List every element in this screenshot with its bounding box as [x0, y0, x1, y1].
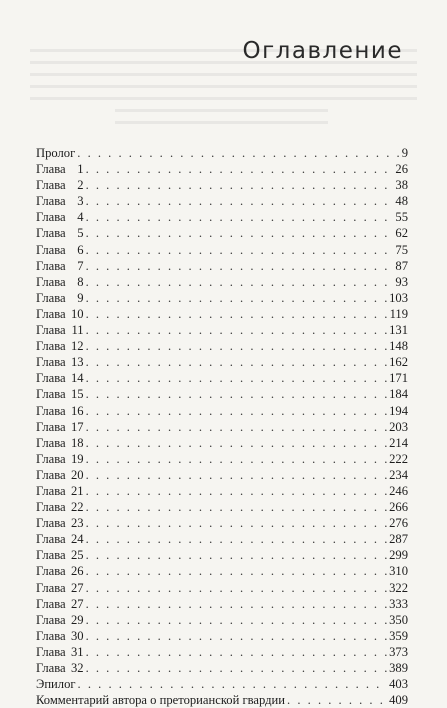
- table-of-contents: [36, 145, 408, 708]
- toc-entry-label: Глава: [36, 290, 66, 305]
- toc-entry-label: Глава: [36, 194, 66, 209]
- toc-entry-chapter-number: 15: [70, 387, 84, 402]
- dot-leader: [86, 612, 388, 628]
- toc-entry-page-number: 246: [389, 483, 408, 498]
- toc-entry-page-number: 148: [389, 339, 408, 354]
- toc-entry-page-number: 266: [389, 500, 408, 515]
- toc-entry-chapter-number: 31: [70, 644, 84, 659]
- toc-entry-page-number: 214: [389, 435, 408, 450]
- toc-entry: [36, 451, 408, 467]
- toc-entry-page-number: 409: [389, 693, 408, 708]
- toc-entry-page-number: 333: [389, 596, 408, 611]
- toc-entry-label: Глава: [36, 451, 66, 466]
- toc-entry-page-number: 38: [395, 178, 408, 193]
- toc-entry: [36, 322, 408, 338]
- toc-entry: [36, 225, 408, 241]
- dot-leader: [86, 628, 388, 644]
- toc-entry-chapter-number: 6: [77, 242, 84, 257]
- toc-entry-label: Глава: [36, 258, 66, 273]
- dot-leader: [86, 338, 388, 354]
- toc-entry: [36, 612, 408, 628]
- dot-leader: [86, 161, 394, 177]
- dot-leader: [86, 563, 388, 579]
- toc-entry-chapter-number: 12: [70, 339, 84, 354]
- toc-entry-label: Глава: [36, 435, 66, 450]
- toc-entry-label: Глава: [36, 387, 66, 402]
- toc-entry-page-number: 103: [389, 290, 408, 305]
- toc-entry: [36, 563, 408, 579]
- toc-entry-chapter-number: 3: [77, 194, 84, 209]
- dot-leader: [86, 177, 394, 193]
- toc-entry-chapter-number: 24: [70, 532, 84, 547]
- toc-entry: [36, 370, 408, 386]
- toc-entry-chapter-number: 1: [77, 162, 84, 177]
- toc-entry: [36, 419, 408, 435]
- toc-entry: [36, 483, 408, 499]
- dot-leader: [86, 515, 388, 531]
- toc-entry-page-number: 48: [395, 194, 408, 209]
- toc-entry-chapter-number: 2: [77, 178, 84, 193]
- toc-entry-label: Глава: [36, 644, 66, 659]
- toc-entry-page-number: 350: [389, 612, 408, 627]
- toc-entry-chapter-number: 16: [70, 403, 84, 418]
- toc-entry-chapter-number: 27: [70, 596, 84, 611]
- toc-entry: [36, 209, 408, 225]
- toc-entry: [36, 145, 408, 161]
- toc-entry-page-number: 119: [389, 306, 408, 321]
- toc-entry-label: Глава: [36, 564, 66, 579]
- toc-entry-chapter-number: 5: [77, 226, 84, 241]
- dot-leader: [86, 322, 388, 338]
- toc-entry-page-number: 87: [395, 258, 408, 273]
- toc-entry: [36, 547, 408, 563]
- toc-entry-page-number: 9: [401, 146, 408, 160]
- toc-entry-label: Глава: [36, 274, 66, 289]
- toc-entry-chapter-number: 9: [77, 290, 84, 305]
- toc-entry: [36, 435, 408, 451]
- toc-entry-chapter-number: 22: [70, 500, 84, 515]
- toc-entry-chapter-number: 8: [77, 274, 84, 289]
- toc-entry-chapter-number: 21: [70, 483, 84, 498]
- toc-entry-label: Глава: [36, 403, 66, 418]
- dot-leader: [86, 242, 394, 258]
- toc-entry-label: Глава: [36, 339, 66, 354]
- toc-entry-label: Глава: [36, 483, 66, 498]
- toc-entry: [36, 274, 408, 290]
- toc-entry-chapter-number: 18: [70, 435, 84, 450]
- toc-entry: [36, 692, 408, 708]
- toc-entry-label: Эпилог: [36, 677, 76, 692]
- toc-entry-label: Глава: [36, 355, 66, 370]
- toc-entry-label: Глава: [36, 210, 66, 225]
- toc-entry-page-number: 184: [389, 387, 408, 402]
- toc-entry-label: Глава: [36, 661, 66, 675]
- toc-entry-page-number: 162: [389, 355, 408, 370]
- dot-leader: [86, 403, 388, 419]
- dot-leader: [86, 225, 394, 241]
- toc-entry: [36, 596, 408, 612]
- toc-entry-label: Глава: [36, 226, 66, 241]
- toc-entry-chapter-number: 19: [70, 451, 84, 466]
- toc-entry-label: Пролог: [36, 146, 76, 160]
- toc-entry-page-number: 26: [395, 162, 408, 177]
- toc-entry: [36, 161, 408, 177]
- toc-entry-page-number: 299: [389, 548, 408, 563]
- page-title: Оглавление: [242, 38, 403, 64]
- dot-leader: [86, 290, 388, 306]
- toc-entry-label: Глава: [36, 500, 66, 515]
- toc-entry-page-number: 62: [395, 226, 408, 241]
- dot-leader: [78, 676, 388, 692]
- toc-entry-page-number: 194: [389, 403, 408, 418]
- dot-leader: [86, 209, 394, 225]
- toc-entry: [36, 580, 408, 596]
- dot-leader: [86, 354, 388, 370]
- toc-entry: [36, 290, 408, 306]
- toc-entry-chapter-number: 17: [70, 419, 84, 434]
- toc-entry-page-number: 403: [389, 677, 408, 692]
- toc-entry: [36, 338, 408, 354]
- toc-entry-label: Глава: [36, 467, 66, 482]
- toc-entry-page-number: 234: [389, 467, 408, 482]
- toc-entry-page-number: 222: [389, 451, 408, 466]
- toc-entry: [36, 660, 408, 676]
- dot-leader: [86, 258, 394, 274]
- toc-entry-chapter-number: 23: [70, 516, 84, 531]
- dot-leader: [86, 419, 388, 435]
- toc-entry-label: Глава: [36, 612, 66, 627]
- toc-entry-label: Глава: [36, 628, 66, 643]
- toc-entry-label: Глава: [36, 371, 66, 386]
- toc-entry-chapter-number: 10: [70, 306, 84, 321]
- toc-entry: [36, 676, 408, 692]
- dot-leader: [86, 580, 388, 596]
- toc-entry-label: Глава: [36, 548, 66, 563]
- toc-entry-chapter-number: 27: [70, 580, 84, 595]
- toc-entry-page-number: 131: [389, 323, 408, 338]
- toc-entry-label: Глава: [36, 242, 66, 257]
- dot-leader: [86, 451, 388, 467]
- toc-entry: [36, 258, 408, 274]
- toc-entry: [36, 628, 408, 644]
- toc-entry-label: Глава: [36, 532, 66, 547]
- dot-leader: [86, 370, 388, 386]
- toc-entry: [36, 242, 408, 258]
- dot-leader: [86, 531, 388, 547]
- dot-leader: [86, 306, 388, 322]
- toc-entry-page-number: 322: [389, 580, 408, 595]
- toc-entry-label: Глава: [36, 323, 66, 338]
- dot-leader: [86, 660, 388, 676]
- dot-leader: [86, 499, 388, 515]
- toc-entry: [36, 354, 408, 370]
- toc-entry-chapter-number: 11: [71, 323, 84, 338]
- toc-entry-label: Глава: [36, 580, 66, 595]
- toc-entry-page-number: 276: [389, 516, 408, 531]
- dot-leader: [86, 274, 394, 290]
- toc-entry-chapter-number: 7: [77, 258, 84, 273]
- toc-entry-page-number: 359: [389, 628, 408, 643]
- toc-entry-label: Глава: [36, 178, 66, 193]
- toc-entry-chapter-number: 30: [70, 628, 84, 643]
- dot-leader: [287, 692, 387, 708]
- dot-leader: [86, 467, 388, 483]
- toc-entry-label: Глава: [36, 596, 66, 611]
- toc-entry-chapter-number: 4: [77, 210, 84, 225]
- dot-leader: [86, 644, 388, 660]
- dot-leader: [86, 193, 394, 209]
- toc-entry: [36, 386, 408, 402]
- dot-leader: [86, 386, 388, 402]
- toc-entry-chapter-number: 20: [70, 467, 84, 482]
- toc-entry: [36, 403, 408, 419]
- toc-entry: [36, 515, 408, 531]
- toc-entry-page-number: 287: [389, 532, 408, 547]
- toc-entry-chapter-number: 25: [70, 548, 84, 563]
- toc-entry: [36, 499, 408, 515]
- dot-leader: [86, 547, 388, 563]
- toc-entry-chapter-number: 13: [70, 355, 84, 370]
- toc-entry-chapter-number: 26: [70, 564, 84, 579]
- toc-entry: [36, 193, 408, 209]
- dot-leader: [77, 145, 399, 161]
- dot-leader: [86, 483, 388, 499]
- toc-entry: [36, 467, 408, 483]
- toc-entry: [36, 531, 408, 547]
- toc-entry-page-number: 373: [389, 644, 408, 659]
- toc-entry-chapter-number: 32: [70, 661, 84, 675]
- toc-entry-label: Глава: [36, 516, 66, 531]
- toc-entry-page-number: 55: [395, 210, 408, 225]
- dot-leader: [86, 596, 388, 612]
- toc-entry: [36, 306, 408, 322]
- toc-entry-page-number: 171: [389, 371, 408, 386]
- toc-entry-label: Глава: [36, 162, 66, 177]
- toc-entry-page-number: 310: [389, 564, 408, 579]
- toc-entry-page-number: 203: [389, 419, 408, 434]
- toc-entry-label: Глава: [36, 306, 66, 321]
- toc-entry-chapter-number: 29: [70, 612, 84, 627]
- toc-entry-page-number: 75: [395, 242, 408, 257]
- toc-entry-label: Комментарий автора о преторианской гвардии: [36, 693, 286, 708]
- toc-entry-chapter-number: 14: [70, 371, 84, 386]
- toc-entry-page-number: 389: [389, 661, 408, 675]
- toc-entry-label: Глава: [36, 419, 66, 434]
- toc-entry: [36, 644, 408, 660]
- dot-leader: [86, 435, 388, 451]
- toc-entry: [36, 177, 408, 193]
- toc-entry-page-number: 93: [395, 274, 408, 289]
